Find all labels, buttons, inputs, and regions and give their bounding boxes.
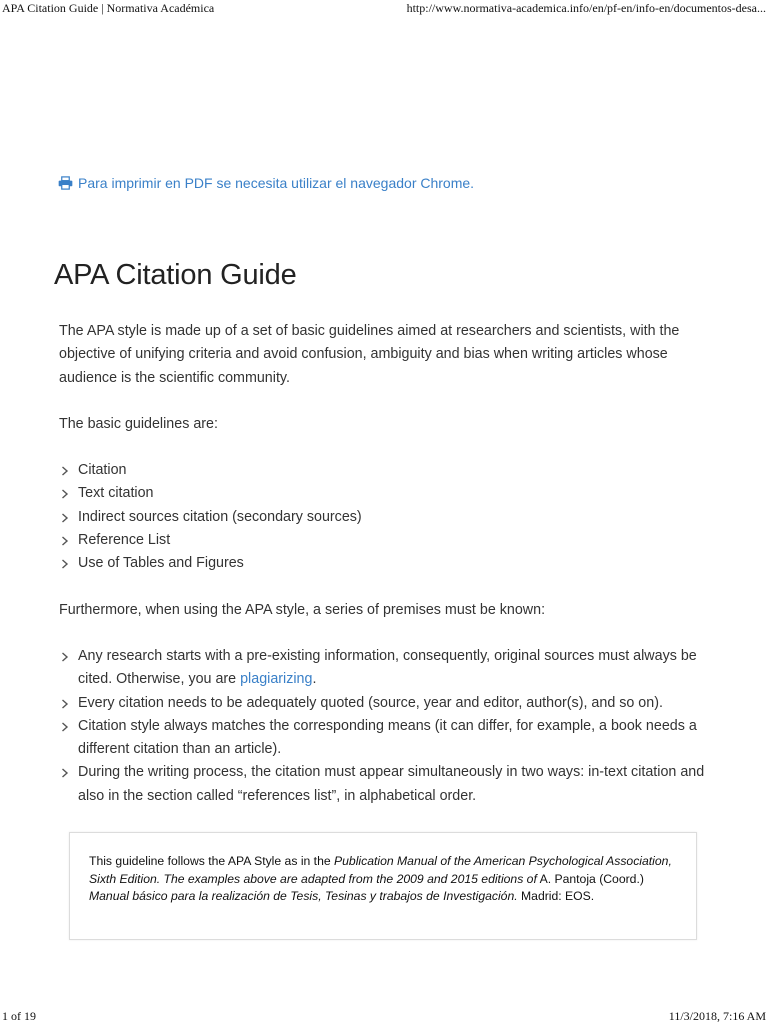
print-pdf-note-text: Para imprimir en PDF se necesita utilizar el navegador Chrome.: [78, 175, 475, 191]
list-item-text: Reference List: [78, 532, 171, 549]
note-text: Madrid: EOS.: [517, 889, 595, 903]
list-item-text: Every citation needs to be adequately quoted (source, year and editor, author(s), and so on).: [78, 694, 663, 711]
chevron-right-icon: [61, 768, 69, 778]
list-item: [59, 645, 719, 692]
plagiarizing-link[interactable]: plagiarizing: [240, 671, 313, 688]
chevron-right-icon: [61, 536, 69, 546]
source-note-box: [69, 832, 697, 940]
print-datetime: 11/3/2018, 7:16 AM: [668, 1009, 766, 1023]
list-item-text: Indirect sources citation (secondary sources): [78, 508, 362, 525]
print-pdf-note[interactable]: [58, 175, 474, 191]
print-header-url: http://www.normativa-academica.info/en/pf-en/info-en/documentos-desa...: [406, 1, 766, 15]
print-header: [0, 0, 768, 18]
note-italic-text: Publication Manual of the American Psychological Association, Sixth Edition. The examples above are adapted from the 2009 and 2015 editions of: [89, 854, 672, 886]
list-item: [59, 552, 719, 575]
list-item-text: Text citation: [78, 485, 154, 502]
list-item: [59, 459, 719, 482]
list-item: [59, 529, 719, 552]
chevron-right-icon: [61, 466, 69, 476]
note-text: This guideline follows the APA Style as in the: [89, 854, 335, 868]
page-count: 1 of 19: [2, 1009, 36, 1023]
guidelines-list: [59, 459, 719, 575]
chevron-right-icon: [61, 513, 69, 523]
intro-paragraph: The APA style is made up of a set of basic guidelines aimed at researchers and scientists, with the objective of unifying criteria and avoid confusion, ambiguity and bias when writing articles whose audience is the scientific community.: [59, 323, 680, 386]
chevron-right-icon: [61, 559, 69, 569]
list-item-text: Citation: [78, 462, 127, 479]
print-footer: [0, 1008, 768, 1024]
list-item: [59, 692, 719, 715]
note-text: A. Pantoja (Coord.): [536, 871, 644, 886]
printer-icon: [58, 176, 73, 190]
list-item: [59, 506, 719, 529]
list-item-text: During the writing process, the citation must appear simultaneously in two ways: in-text citation and also in the section called “references list”, in alphabetical order.: [78, 764, 705, 804]
note-italic-text: Manual básico para la realización de Tesis, Tesinas y trabajos de Investigación.: [89, 889, 518, 903]
chevron-right-icon: [61, 652, 69, 662]
premises-heading: Furthermore, when using the APA style, a series of premises must be known:: [59, 601, 546, 618]
list-item-text-end: .: [312, 671, 317, 688]
list-item-text: Any research starts with a pre-existing information, consequently, original sources must always be cited. Otherwise, you are: [78, 647, 697, 688]
list-item-text: Use of Tables and Figures: [78, 555, 244, 572]
print-header-title: APA Citation Guide | Normativa Académica: [2, 1, 215, 15]
article-body: [59, 320, 719, 831]
chevron-right-icon: [61, 699, 69, 709]
chevron-right-icon: [61, 489, 69, 499]
list-item: [59, 761, 719, 808]
list-item-text: Citation style always matches the corresponding means (it can differ, for example, a book needs a different citation than an article).: [78, 717, 697, 758]
list-item: [59, 715, 719, 762]
guidelines-heading: The basic guidelines are:: [59, 415, 218, 432]
premises-list: [59, 645, 719, 808]
page-title: APA Citation Guide: [54, 259, 297, 291]
chevron-right-icon: [61, 722, 69, 732]
list-item: [59, 482, 719, 505]
